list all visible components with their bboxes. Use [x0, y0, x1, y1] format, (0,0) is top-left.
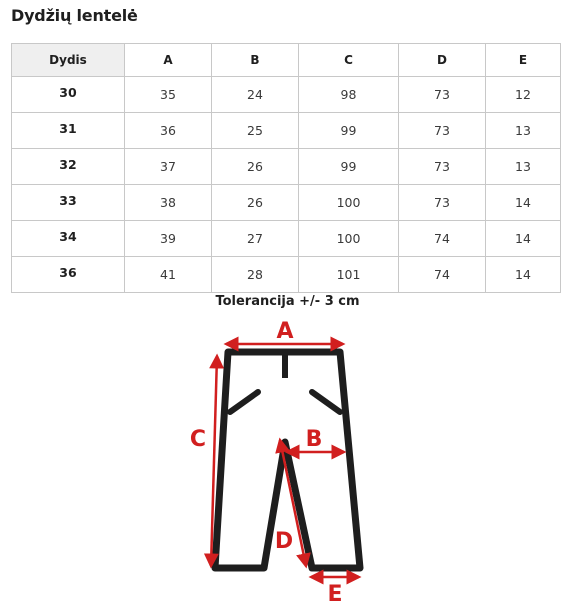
table-cell: 98	[299, 77, 399, 113]
table-cell: 101	[299, 257, 399, 293]
table-cell: 74	[399, 257, 486, 293]
table-cell: 36	[125, 113, 212, 149]
left-pocket	[230, 392, 258, 412]
table-cell: 73	[399, 113, 486, 149]
table-cell: 28	[212, 257, 299, 293]
table-cell: 26	[212, 149, 299, 185]
table-cell: 99	[299, 113, 399, 149]
header-e: E	[486, 44, 561, 77]
table-cell: 14	[486, 257, 561, 293]
tolerance-note: Tolerancija +/- 3 cm	[215, 294, 360, 309]
table-cell-size: 33	[12, 185, 125, 221]
measure-a-label: A	[276, 319, 294, 344]
table-cell: 27	[212, 221, 299, 257]
table-cell-size: 31	[12, 113, 125, 149]
right-pocket	[312, 392, 340, 412]
measure-c-label: C	[189, 427, 207, 452]
table-cell: 73	[399, 185, 486, 221]
table-cell: 99	[299, 149, 399, 185]
table-cell: 37	[125, 149, 212, 185]
table-cell: 74	[399, 221, 486, 257]
measure-b-label: B	[305, 427, 323, 452]
table-cell-size: 36	[12, 257, 125, 293]
table-cell: 12	[486, 77, 561, 113]
table-cell: 100	[299, 221, 399, 257]
table-cell: 14	[486, 221, 561, 257]
table-cell: 13	[486, 113, 561, 149]
table-cell: 100	[299, 185, 399, 221]
table-cell: 73	[399, 149, 486, 185]
table-cell-size: 34	[12, 221, 125, 257]
measure-d-label: D	[274, 529, 294, 554]
table-cell: 41	[125, 257, 212, 293]
header-size: Dydis	[12, 44, 125, 77]
table-cell: 35	[125, 77, 212, 113]
table-cell-size: 32	[12, 149, 125, 185]
page-title: Dydžių lentelė	[11, 6, 138, 25]
table-cell: 24	[212, 77, 299, 113]
table-cell: 26	[212, 185, 299, 221]
table-cell: 73	[399, 77, 486, 113]
table-cell: 13	[486, 149, 561, 185]
table-cell-size: 30	[12, 77, 125, 113]
header-d: D	[399, 44, 486, 77]
measure-e-label: E	[327, 582, 343, 607]
table-cell: 39	[125, 221, 212, 257]
table-cell: 25	[212, 113, 299, 149]
table-cell: 38	[125, 185, 212, 221]
table-cell: 14	[486, 185, 561, 221]
header-c: C	[299, 44, 399, 77]
header-a: A	[125, 44, 212, 77]
header-b: B	[212, 44, 299, 77]
